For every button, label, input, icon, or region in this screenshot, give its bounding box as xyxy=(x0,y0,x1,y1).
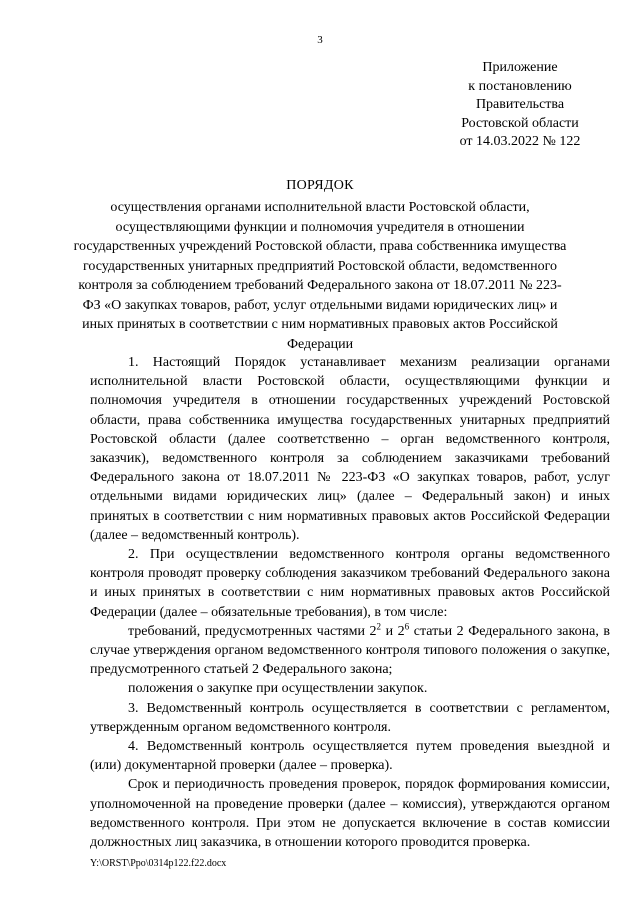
appendix-line: Ростовской области xyxy=(461,115,579,131)
appendix-line: Правительства xyxy=(475,97,565,112)
text-fragment: и 2 xyxy=(381,623,405,639)
appendix-line: к постановлению xyxy=(468,78,572,94)
paragraph-procurement: положения о закупке при осуществлении закупок. xyxy=(128,681,428,697)
superscript: 6 xyxy=(404,621,410,632)
text-fragment: статьи 2 Федерального закона, в случае утверждения органом ведомственного контроля типового положения о закупке, предусмотренного статьей 2 Федерального закона; xyxy=(90,623,610,678)
footer-file-path: Y:\ORST\Ppo\0314p122.f22.docx xyxy=(90,858,227,869)
paragraph-4: 4. Ведомственный контроль осуществляется путем проведения выездной и (или) документарной проверки (далее – проверка). xyxy=(90,739,610,774)
superscript: 2 xyxy=(376,621,382,632)
appendix-date-line: от 14.03.2022 № 122 xyxy=(459,134,581,149)
paragraph-requirements xyxy=(90,622,610,680)
document-body xyxy=(90,353,610,852)
paragraph-3: 3. Ведомственный контроль осуществляется в соответствии с регламентом, утвержденным органом ведомственного контроля. xyxy=(90,700,610,735)
document-title: ПОРЯДОК xyxy=(286,178,354,193)
text-fragment: требований, предусмотренных частями 2 xyxy=(128,623,377,639)
page-number: 3 xyxy=(317,34,323,46)
paragraph-2: 2. При осуществлении ведомственного контроля органы ведомственного контроля проводят проверку соблюдения заказчиком требований Федерального закона и иных принятых в соответствии с ним нормативных правовых актов Российской Федерации (далее – обязательные требования), в том числе: xyxy=(90,547,610,620)
appendix-block xyxy=(440,59,600,152)
document-subtitle: осуществления органами исполнительной власти Ростовской области, осуществляющими функции и полномочия учредителя в отношении государственных учреждений Ростовской области, права собственника имущества государственных унитарных предприятий Ростовской области, ведомственного контроля за соблюдением требований Федерального закона от 18.07.2011 № 223-ФЗ «О закупках товаров, работ, услуг отдельными видами юридических лиц» и иных принятых в соответствии с ним нормативных правовых актов Российской Федерации xyxy=(73,200,567,352)
appendix-line: Приложение xyxy=(482,60,558,75)
paragraph-commission: Срок и периодичность проведения проверок, порядок формирования комиссии, уполномоченной на проведение проверки (далее – комиссия), утверждаются органом ведомственного контроля. При этом не допускается включение в состав комиссии должностных лиц заказчика, в отношении которого проводится проверка. xyxy=(90,777,610,851)
paragraph-1: 1. Настоящий Порядок устанавливает механизм реализации органами исполнительной власти Ростовской области, осуществляющими функции и полномочия учредителя в отношении государственных учреждений Ростовской области, права собственника имущества государственных унитарных предприятий Ростовской области (далее соответственно – орган ведомственного контроля, заказчик), ведомственного контроля за соблюдением заказчиками требований Федерального закона от 18.07.2011 № 223-ФЗ «О закупках товаров, работ, услуг отдельными видами юридических лиц» (далее – Федеральный закон) и иных принятых в соответствии с ним нормативных правовых актов Российской Федерации (далее – ведомственный контроль). xyxy=(90,355,610,543)
